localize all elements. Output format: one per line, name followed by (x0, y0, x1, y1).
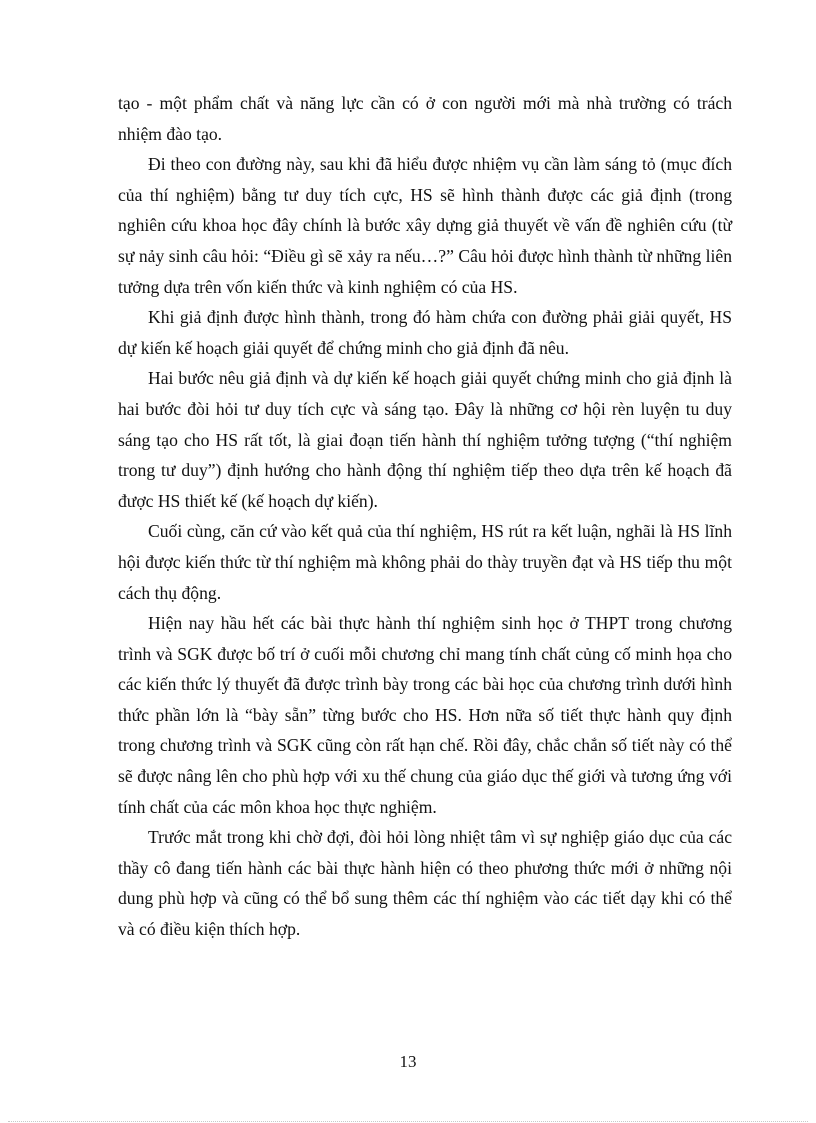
paragraph-creative-thinking: Hai bước nêu giả định và dự kiến kế hoạch giải quyết chứng minh cho giả định là hai bước đòi hỏi tư duy tích cực và sáng tạo. Đây là những cơ hội rèn luyện tu duy sáng tạo cho HS rất tốt, là giai đoạn tiến hành thí nghiệm tưởng tượng (“thí nghiệm trong tư duy”) định hướng cho hành động thí nghiệm tiếp theo dựa trên kế hoạch đã được HS thiết kế (kế hoạch dự kiến). (118, 368, 732, 511)
body-text (118, 88, 732, 945)
paragraph-continuation: tạo - một phẩm chất và năng lực cần có ở con người mới mà nhà trường có trách nhiệm đào tạo. (118, 93, 732, 144)
paragraph-plan: Khi giả định được hình thành, trong đó hàm chứa con đường phải giải quyết, HS dự kiến kế hoạch giải quyết để chứng minh cho giả định đã nêu. (118, 307, 732, 358)
paragraph-conclusion: Cuối cùng, căn cứ vào kết quả của thí nghiệm, HS rút ra kết luận, nghãi là HS lĩnh hội được kiến thức từ thí nghiệm mà không phải do thày truyền đạt và HS tiếp thu một cách thụ động. (118, 521, 732, 603)
page-number: 13 (399, 1052, 417, 1071)
paragraph-recommendation: Trước mắt trong khi chờ đợi, đòi hỏi lòng nhiệt tâm vì sự nghiệp giáo dục của các thầy cô đang tiến hành các bài thực hành hiện có theo phương thức mới ở những nội dung phù hợp và cũng có thể bổ sung thêm các thí nghiệm vào các tiết dạy khi có thể và có điều kiện thích hợp. (118, 827, 732, 940)
page-bottom-divider (8, 1121, 808, 1122)
paragraph-current-situation: Hiện nay hầu hết các bài thực hành thí nghiệm sinh học ở THPT trong chương trình và SGK được bố trí ở cuối mỗi chương chỉ mang tính chất củng cố minh họa cho các kiến thức lý thuyết đã được trình bày trong các bài học của chương trình dưới hình thức phần lớn là “bày sẵn” từng bước cho HS. Hơn nữa số tiết thực hành quy định trong chương trình và SGK cũng còn rất hạn chế. Rồi đây, chắc chắn số tiết này có thể sẽ được nâng lên cho phù hợp với xu thế chung của giáo dục thế giới và tương ứng với tính chất của các môn khoa học thực nghiệm. (118, 613, 732, 817)
paragraph-hypothesis: Đi theo con đường này, sau khi đã hiểu được nhiệm vụ cần làm sáng tỏ (mục đích của thí nghiệm) bằng tư duy tích cực, HS sẽ hình thành được các giả định (trong nghiên cứu khoa học đây chính là bước xây dựng giả thuyết về vấn đề nghiên cứu (từ sự nảy sinh câu hỏi: “Điều gì sẽ xảy ra nếu…?” Câu hỏi được hình thành từ những liên tưởng dựa trên vốn kiến thức và kinh nghiệm có của HS. (118, 154, 732, 297)
